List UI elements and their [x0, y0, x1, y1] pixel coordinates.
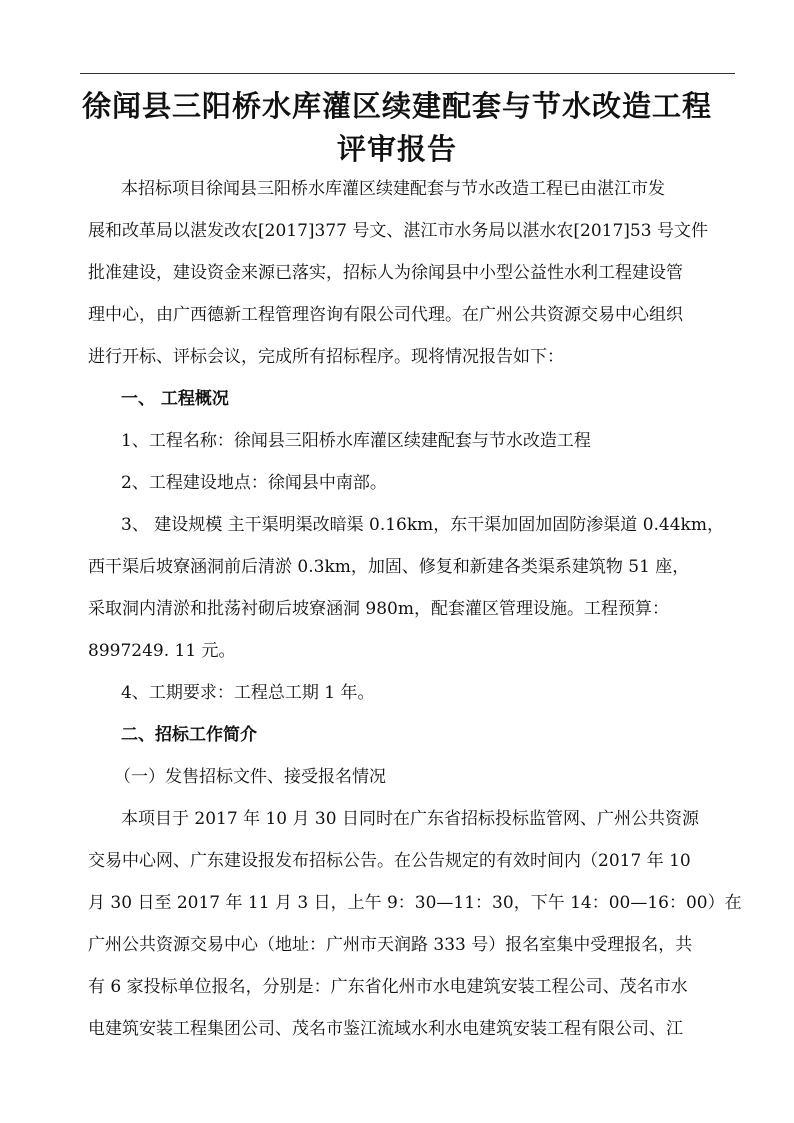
- header-rule: [80, 73, 735, 74]
- section1-item: 3、 建设规模 主干渠明渠改暗渠 0.16km，东干渠加固加固防渗渠道 0.44km，: [121, 515, 724, 535]
- intro-line: 批准建设，建设资金来源已落实，招标人为徐闻县中小型公益性水利工程建设管: [88, 263, 683, 283]
- document-title-line2: 评审报告: [336, 132, 457, 166]
- section1-item4: 4、工期要求：工程总工期 1 年。: [121, 683, 375, 703]
- section2-body-line: 广州公共资源交易中心（地址：广州市天润路 333 号）报名室集中受理报名，共: [88, 935, 693, 955]
- intro-line: 理中心，由广西德新工程管理咨询有限公司代理。在广州公共资源交易中心组织: [88, 305, 683, 325]
- section1-item: 1、工程名称：徐闻县三阳桥水库灌区续建配套与节水改造工程: [121, 431, 591, 451]
- intro-line: 展和改革局以湛发改农[2017]377 号文、湛江市水务局以湛水农[2017]53 号文件: [88, 221, 708, 241]
- section1-item: 2、工程建设地点：徐闻县中南部。: [121, 473, 387, 493]
- document-title-line1: 徐闻县三阳桥水库灌区续建配套与节水改造工程: [81, 89, 712, 123]
- section2-body-line: 交易中心网、广东建设报发布招标公告。在公告规定的有效时间内（2017 年 10: [88, 851, 691, 871]
- intro-line: 进行开标、评标会议，完成所有招标程序。现将情况报告如下：: [88, 347, 564, 367]
- section2-body-line: 本项目于 2017 年 10 月 30 日同时在广东省招标投标监管网、广州公共资源: [121, 809, 699, 829]
- section2-subheading: （一）发售招标文件、接受报名情况: [114, 767, 386, 787]
- section2-heading: 二、招标工作简介: [121, 725, 257, 745]
- section1-item3-cont: 采取洞内清淤和批荡衬砌后坡寮涵洞 980m，配套灌区管理设施。工程预算：: [88, 599, 669, 619]
- section2-body-line: 月 30 日至 2017 年 11 月 3 日，上午 9：30—11：30，下午 14：00—16：00）在: [88, 893, 742, 913]
- section1-item3-cont: 西干渠后坡寮涵洞前后清淤 0.3km，加固、修复和新建各类渠系建筑物 51 座，: [88, 557, 690, 577]
- section2-body-line: 有 6 家投标单位报名，分别是：广东省化州市水电建筑安装工程公司、茂名市水: [88, 977, 688, 997]
- section1-item3-cont: 8997249. 11 元。: [88, 641, 236, 661]
- intro-line: 本招标项目徐闻县三阳桥水库灌区续建配套与节水改造工程已由湛江市发: [121, 179, 665, 199]
- section2-body-line: 电建筑安装工程集团公司、茂名市鉴江流域水利水电建筑安装工程有限公司、江: [88, 1019, 683, 1039]
- section1-heading: 一、 工程概况: [121, 389, 229, 409]
